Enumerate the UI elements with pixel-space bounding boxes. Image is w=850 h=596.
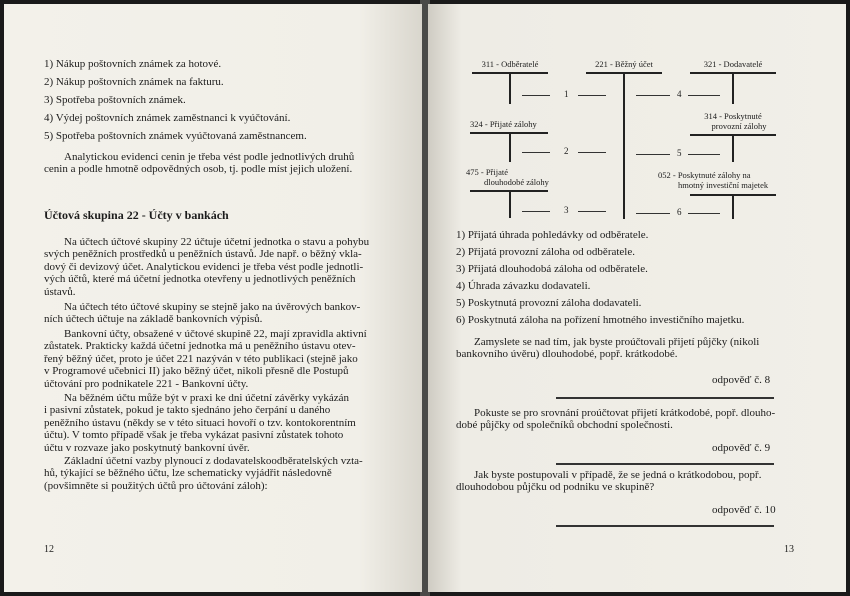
account-052-label-2: hmotný investiční majetek — [678, 180, 769, 190]
left-list-item: 1) Nákup poštovních známek za hotové. — [44, 58, 222, 70]
answer-8-label: odpověď č. 8 — [712, 374, 771, 386]
arrow-line-2b — [578, 152, 606, 153]
account-314-label-2: provozní zálohy — [711, 121, 767, 131]
right-list-item: 6) Poskytnutá záloha na pořízení hmotného investičního majetku. — [456, 314, 745, 326]
page-number: 13 — [784, 544, 794, 555]
t-account-324-stem — [509, 132, 511, 162]
left-list-item: 3) Spotřeba poštovních známek. — [44, 94, 186, 106]
arrow-line-6b — [688, 213, 720, 214]
t-account-311-stem — [509, 72, 511, 104]
arrow-line-5a — [636, 154, 670, 155]
t-account-052-stem — [732, 194, 734, 219]
account-324-label: 324 - Přijaté zálohy — [470, 119, 537, 129]
left-list-item: 4) Výdej poštovních známek zaměstnanci k vyúčtování. — [44, 112, 291, 124]
section-heading: Účtová skupina 22 - Účty v bankách — [44, 208, 229, 222]
t-account-314-stem — [732, 134, 734, 162]
answer-8-line — [556, 397, 774, 399]
ceniny-paragraph: Analytickou evidenci cenin je třeba vést podle jednotlivých druhů cenin a podle hmotně odpovědných osob, tj. podle míst jejich uložení. — [44, 151, 355, 176]
account-475-label-2: dlouhodobé zálohy — [484, 177, 549, 187]
paragraph-1: Na účtech účtové skupiny 22 účtuje účetní jednotka o stavu a pohybu svých peněžních prostředků u peněžních ústavů. Jde např. o běžný vkla- dový či devizový účet. Analytickou evidenci je třeba vést podle jednotli- vých účtů, které má účetní jednotka otevřeny u jednotlivých peněžních ústavů. — [44, 236, 370, 298]
account-321-label: 321 - Dodavatelé — [703, 59, 763, 69]
arrow-line-1a — [522, 95, 550, 96]
right-list-item: 3) Přijatá dlouhodobá záloha od odběratele. — [456, 263, 648, 275]
question-10: Jak byste postupovali v případě, že se jedná o krátkodobou, popř. dlouhodobou půjčku od podniku ve skupině? — [456, 469, 762, 494]
right-list-item: 5) Poskytnutá provozní záloha dodavateli. — [456, 297, 642, 309]
page-number: 12 — [44, 544, 54, 555]
t-account-221-stem — [623, 72, 625, 219]
account-052-label-1: 052 - Poskytnuté zálohy na — [658, 170, 751, 180]
arrow-number-2: 2 — [564, 146, 569, 156]
account-221-label: 221 - Běžný účet — [595, 59, 653, 69]
arrow-number-6: 6 — [677, 207, 682, 217]
arrow-number-5: 5 — [677, 148, 682, 158]
arrow-line-4b — [688, 95, 720, 96]
arrow-line-2a — [522, 152, 550, 153]
arrow-number-3: 3 — [564, 205, 569, 215]
account-314-label-1: 314 - Poskytnuté — [704, 111, 762, 121]
t-account-321-stem — [732, 72, 734, 104]
account-475-label-1: 475 - Přijaté — [466, 167, 509, 177]
answer-9-line — [556, 463, 774, 465]
right-list-item: 4) Úhrada závazku dodavateli. — [456, 280, 591, 292]
t-account-475-stem — [509, 190, 511, 218]
account-311-label: 311 - Odběratelé — [481, 59, 539, 69]
right-page — [428, 4, 846, 592]
arrow-line-3a — [522, 211, 550, 212]
left-page — [4, 4, 422, 592]
arrow-line-5b — [688, 154, 720, 155]
paragraph-5: Základní účetní vazby plynoucí z dodavatelskoodběratelských vzta- hů, týkající se běžného účtu, lze schematicky vyjádřit následovně (povšimněte si použitých účtů pro účtování záloh): — [44, 455, 363, 492]
left-list-item: 5) Spotřeba poštovních známek vyúčtovaná zaměstnancem. — [44, 130, 307, 142]
paragraph-4: Na běžném účtu může být v praxi ke dni účetní závěrky vykázán i pasivní zůstatek, pokud je takto sjednáno jeho čerpání u daného peněžního ústavu (někdy se v této situaci hovoří o tzv. kontokorentním účtu). V tomto případě však je třeba vykázat pasivní zůstatek tohoto účtu v rozvaze jako poskytnutý bankovní úvěr. — [44, 392, 356, 454]
question-8: Zamyslete se nad tím, jak byste proúčtovali přijetí půjčky (nikoli bankovního úvěru) dlouhodobé, popř. krátkodobé. — [456, 336, 760, 361]
answer-10-label: odpověď č. 10 — [712, 504, 776, 516]
paragraph-2: Na účtech této účtové skupiny se stejně jako na úvěrových bankov- ních účtech účtuje na základě bankovních výpisů. — [44, 301, 361, 326]
account-diagram — [428, 4, 846, 234]
left-list-item: 2) Nákup poštovních známek na fakturu. — [44, 76, 224, 88]
arrow-line-4a — [636, 95, 670, 96]
right-list-item: 1) Přijatá úhrada pohledávky od odběratele. — [456, 229, 649, 241]
arrow-number-1: 1 — [564, 89, 569, 99]
paragraph-3: Bankovní účty, obsažené v účtové skupině 22, mají zpravidla aktivní zůstatek. Prakticky každá účetní jednotka má u peněžního ústavu otev- řený běžný účet, proto je účet 221 nazýván v této publikaci (stejně jako v Programové učebnici II) jako běžný účet, nikoli přesně dle Postupů účtování pro podnikatele 221 - Bankovní účty. — [44, 328, 367, 390]
right-list-item: 2) Přijatá provozní záloha od odběratele. — [456, 246, 635, 258]
arrow-line-3b — [578, 211, 606, 212]
arrow-line-1b — [578, 95, 606, 96]
question-9: Pokuste se pro srovnání proúčtovat přijetí krátkodobé, popř. dlouho- dobé půjčky od společníků obchodní společnosti. — [456, 407, 776, 432]
answer-10-line — [556, 525, 774, 527]
arrow-number-4: 4 — [677, 89, 682, 99]
answer-9-label: odpověď č. 9 — [712, 442, 771, 454]
arrow-line-6a — [636, 213, 670, 214]
